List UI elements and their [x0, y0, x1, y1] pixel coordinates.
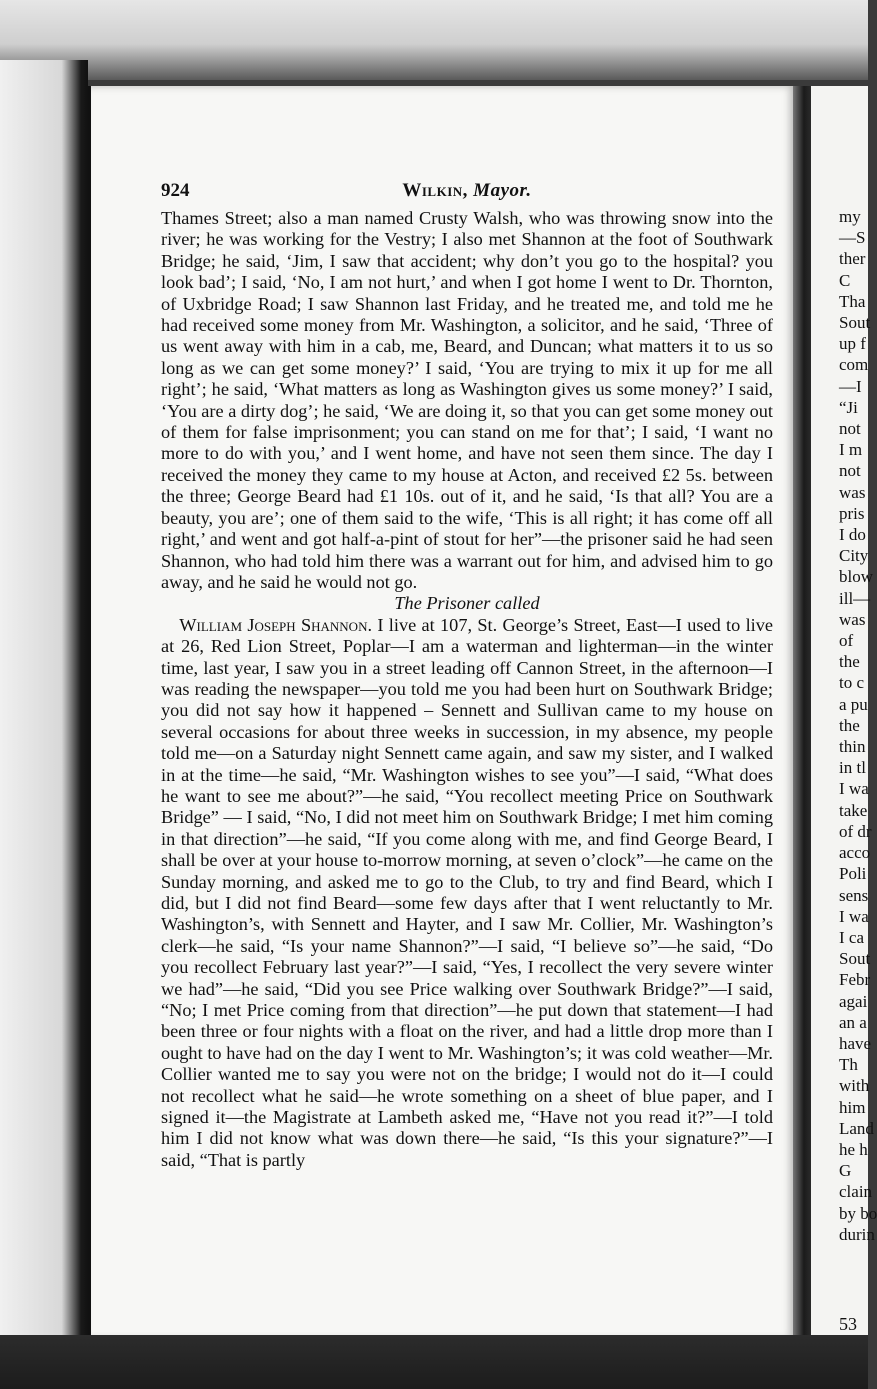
next-page-line: not	[839, 461, 861, 481]
next-page-line: Land	[839, 1118, 874, 1138]
next-page-fragment	[811, 86, 877, 1339]
next-page-line: the	[839, 715, 860, 735]
next-page-line: Poli	[839, 864, 867, 884]
next-page-line: I do	[839, 525, 866, 545]
next-page-line: I m	[839, 440, 863, 460]
witness-name: William Joseph Shannon.	[179, 614, 373, 635]
next-page-line: com	[839, 355, 869, 375]
next-page-line: acco	[839, 843, 871, 863]
next-page-line: in tl	[839, 758, 866, 778]
next-page-line: Febr	[839, 970, 871, 990]
scan-background-bottom	[0, 1335, 868, 1389]
next-page-line: an a	[839, 1012, 867, 1032]
scan-gutter-left	[0, 60, 88, 1350]
next-page-line: of	[839, 631, 854, 651]
next-page-line: Sout	[839, 313, 871, 333]
next-page-line: agai	[839, 991, 868, 1011]
next-page-line: I wa	[839, 906, 869, 926]
running-head-title: Mayor.	[473, 180, 532, 201]
next-page-line: him	[839, 1097, 866, 1117]
next-page-line: C	[839, 270, 851, 290]
next-page-line: up f	[839, 334, 866, 354]
page-number: 924	[161, 180, 190, 201]
next-page-line: ther	[839, 249, 866, 269]
running-head	[161, 180, 773, 202]
next-page-line: pris	[839, 503, 865, 523]
page-edge-shadow	[793, 86, 811, 1339]
next-page-line: not	[839, 419, 861, 439]
next-page-line: I wa	[839, 779, 869, 799]
next-page-line: of dr	[839, 821, 872, 841]
section-heading-prisoner-called: The Prisoner called	[394, 593, 540, 614]
next-page-line: take	[839, 800, 868, 820]
next-page-line: a pu	[839, 694, 868, 714]
page-header	[161, 180, 773, 202]
next-page-line: Sout	[839, 949, 871, 969]
next-page-line: Tha	[839, 291, 866, 311]
next-page-lines	[811, 206, 877, 1245]
next-page-line: was	[839, 482, 866, 502]
next-page-line: blow	[839, 567, 873, 587]
next-page-line: to c	[839, 673, 865, 693]
book-page	[88, 86, 796, 1339]
page-body	[161, 208, 773, 1171]
witness-testimony: I live at 107, St. George’s Street, East—I used to live at 26, Red Lion Street, Poplar—I am a waterman and lighterman—in the winter time, last year, I saw you in a street leading off Cannon Street, in the afternoon—I was reading the newspaper—you told me you had been hurt on Southwark Bridge; you did not say how it happened – Sennett and Sullivan came to my house on several occasions for about three weeks in succession, in my absence, my people told me—on a Saturday night Sennett came again, and saw my sister, and I walked in at the time—he said, “Mr. Washington wishes to see you”—I said, “What does he want to see me about?”—he said, “You recollect meeting Price on Southwark Bridge” — I said, “No, I did not meet him on Southwark Bridge; I met him coming in that direction”—he said, “If you come along with me, and find George Beard, I shall be over at your house to-morrow morning, at seven o’clock”—he came on the Sunday morning, and asked me to go to the Club, to try and find Beard, which I did, but I did not find Beard—some few days after that I went reluctantly to Mr. Washington’s, with Sennett and Hayter, and I saw Mr. Collier, Mr. Washington’s clerk—he said, “Is your name Shannon?”—I said, “I believe so”—he said, “Do you recollect February last year?”—I said, “Yes, I recollect the very severe winter we had”—he said, “Did you see Price walking over Southwark Bridge?”—I said, “No; I met Price coming from that direction”—he put down that statement—I had been three or four nights with a float on the river, and had a little drop more than I ought to have had on the day I went to Mr. Washington’s; it was cold weather—Mr. Collier wanted me to say you were not on the bridge; I would not do it—I could not recollect what he said—he wrote something on a sheet of blue paper, and I signed it—the Magistrate at Lambeth asked me, “Have not you read it?”—I told him I did not know what was down there—he said, “Is this your signature?”—I said, “That is partly	[161, 614, 773, 1170]
next-page-line: clain	[839, 1182, 873, 1202]
next-page-number: 53	[839, 1314, 857, 1334]
next-page-line: City	[839, 546, 869, 566]
next-page-line: with	[839, 1076, 870, 1096]
next-page-line: “Ji	[839, 397, 858, 417]
next-page-line: —I	[839, 376, 862, 396]
next-page-line: he h	[839, 1139, 868, 1159]
next-page-line: by bo	[839, 1203, 877, 1223]
next-page-line: I ca	[839, 927, 865, 947]
scan-background-top	[0, 0, 868, 80]
next-page-line: durin	[839, 1224, 875, 1244]
testimony-paragraph-1: Thames Street; also a man named Crusty Walsh, who was throwing snow into the river; he was working for the Vestry; I also met Shannon at the foot of Southwark Bridge; he said, ‘Jim, I saw that accident; why don’t you go to the hospital? you look bad’; I said, ‘No, I am not hurt,’ and when I got home I went to Dr. Thornton, of Uxbridge Road; I saw Shannon last Friday, and he treated me, and told me he had received some money from Mr. Washington, a solicitor, and he said, ‘Three of us went away with him in a cab, me, Beard, and Duncan; what matters it to us so long as we can get some money?’ I said, ‘You are trying to mix it up for me all right’; he said, ‘What matters as long as Washington gives us some money?’ I said, ‘You are a dirty dog’; he said, ‘We are doing it, so that you can get some money out of them for false imprisonment; you can stand on me for that’; I said, ‘I want no more to do with you,’ and I went home, and have not seen them since. The day I received the money they came to my house at Acton, and received £2 5s. between the three; George Beard had £1 10s. out of it, and he said, ‘Is that all? You are a beauty, you are’; one of them said to the wife, ‘This is all right; it has come off all right,’ and went and got half-a-pint of stout for her”—the prisoner said he had seen Shannon, who had told him there was a warrant out for him, and advised him to go away, and he said he would not go.	[161, 208, 774, 592]
next-page-line: my	[839, 207, 861, 226]
next-page-line: was	[839, 609, 866, 629]
running-head-name: Wilkin,	[402, 180, 468, 201]
next-page-line: G	[839, 1161, 852, 1181]
next-page-line: ill—	[839, 588, 871, 608]
testimony-paragraph-2	[161, 615, 773, 1172]
next-page-line: the	[839, 652, 860, 672]
next-page-line: thin	[839, 737, 866, 757]
next-page-line: sens	[839, 885, 869, 905]
next-page-line: have	[839, 1033, 872, 1053]
next-page-line: —S	[839, 228, 866, 248]
next-page-line: Th	[839, 1055, 858, 1075]
